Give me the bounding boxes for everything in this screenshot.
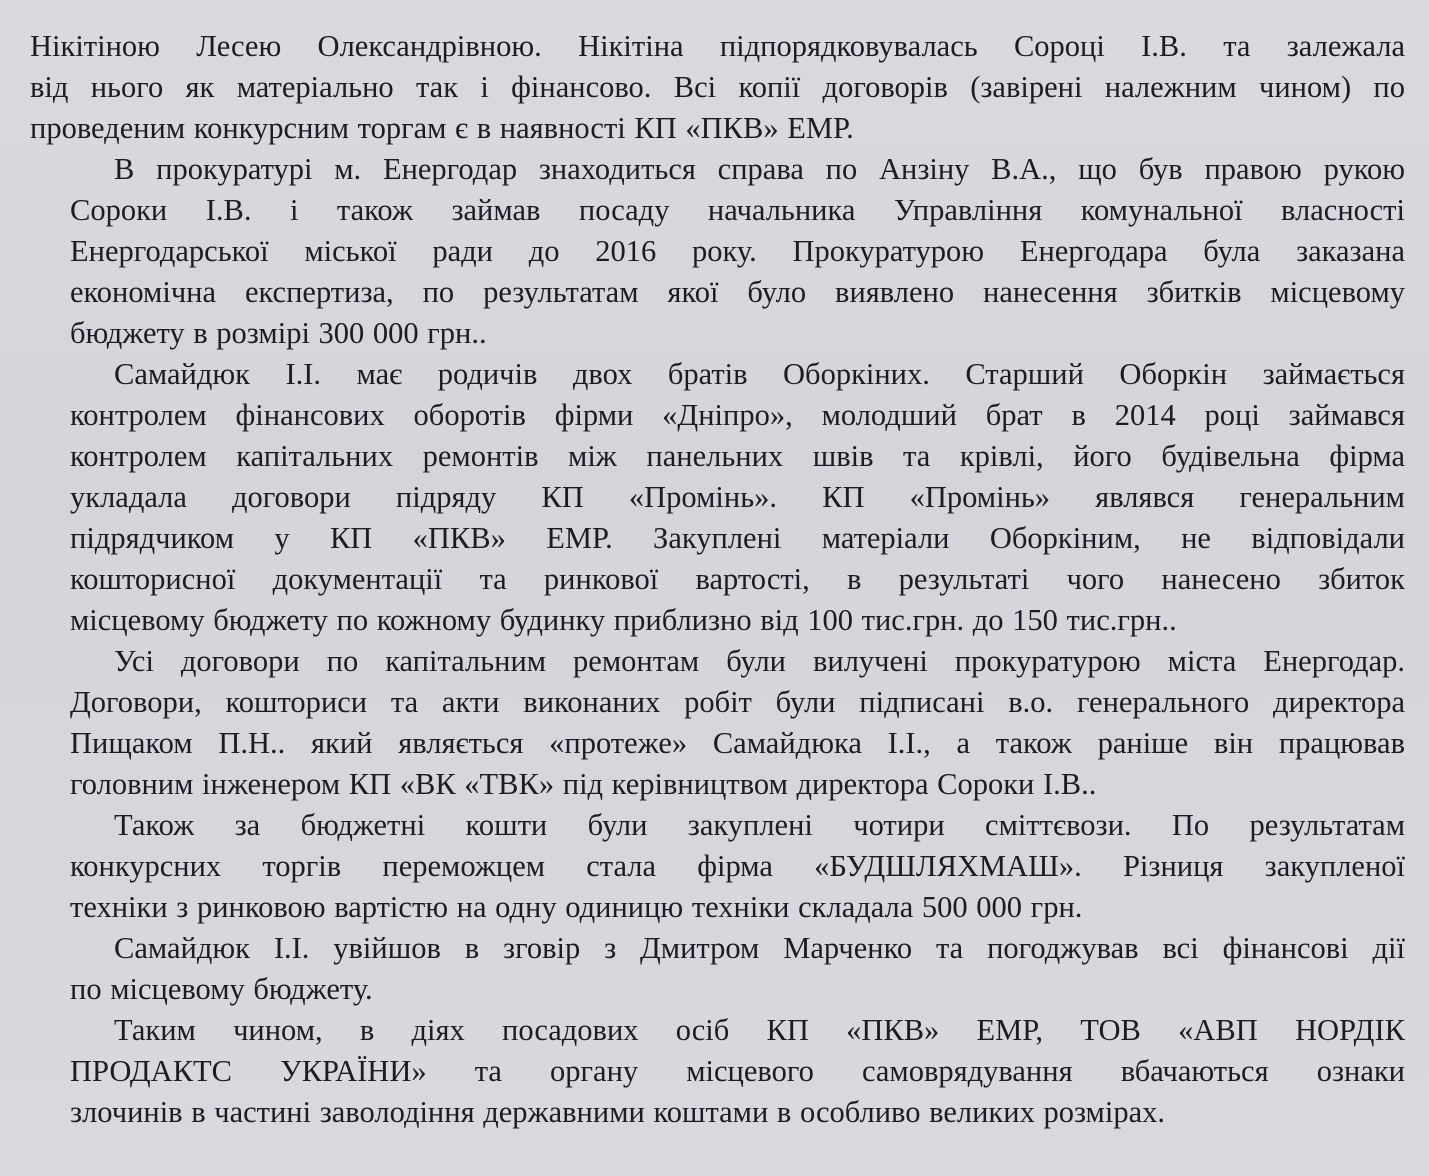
text-line: укладала договори підряду КП «Промінь». КП «Промінь» являвся генеральним	[70, 480, 1405, 514]
text-line: контролем капітальних ремонтів між панельних швів та крівлі, його будівельна фірма	[70, 439, 1405, 473]
text-line: головним інженером КП «ВК «ТВК» під керівництвом директора Сороки І.В..	[70, 767, 1097, 801]
text-line: техніки з ринковою вартістю на одну одиницю техніки складала 500 000 грн.	[70, 890, 1083, 924]
text-line: злочинів в частині заволодіння державними коштами в особливо великих розмірах.	[70, 1095, 1165, 1129]
text-line: Пищаком П.Н.. який являється «протеже» Самайдюка І.І., а також раніше він працював	[70, 726, 1405, 760]
paragraph	[30, 354, 1405, 641]
text-line: бюджету в розмірі 300 000 грн..	[70, 316, 487, 350]
text-line: Таким чином, в діях посадових осіб КП «ПКВ» ЕМР, ТОВ «АВП НОРДІК	[114, 1013, 1405, 1047]
text-line: ПРОДАКТС УКРАЇНИ» та органу місцевого самоврядування вбачаються ознаки	[70, 1054, 1405, 1088]
text-line: підрядчиком у КП «ПКВ» ЕМР. Закуплені матеріали Оборкіним, не відповідали	[70, 521, 1405, 555]
text-line: по місцевому бюджету.	[70, 972, 373, 1006]
text-line: кошторисної документації та ринкової вартості, в результаті чого нанесено збиток	[70, 562, 1405, 596]
paragraph	[30, 26, 1405, 149]
paragraph	[30, 149, 1405, 354]
text-line: контролем фінансових оборотів фірми «Дніпро», молодший брат в 2014 році займався	[70, 398, 1405, 432]
text-line: Також за бюджетні кошти були закуплені чотири сміттєвози. По результатам	[114, 808, 1405, 842]
text-line: Усі договори по капітальним ремонтам були вилучені прокуратурою міста Енергодар.	[114, 644, 1405, 678]
text-line: місцевому бюджету по кожному будинку приблизно від 100 тис.грн. до 150 тис.грн..	[70, 603, 1177, 637]
text-line: Самайдюк І.І. увійшов в зговір з Дмитром Марченко та погоджував всі фінансові дії	[114, 931, 1405, 965]
text-line: конкурсних торгів переможцем стала фірма «БУДШЛЯХМАШ». Різниця закупленої	[70, 849, 1405, 883]
text-line: економічна експертиза, по результатам якої було виявлено нанесення збитків місцевому	[70, 275, 1405, 309]
paragraph	[30, 641, 1405, 805]
text-line: В прокуратурі м. Енергодар знаходиться справа по Анзіну В.А., що був правою рукою	[114, 152, 1405, 186]
paragraph	[30, 1010, 1405, 1133]
text-line: від нього як матеріально так і фінансово. Всі копії договорів (завірені належним чином) по	[30, 70, 1405, 104]
text-line: Самайдюк І.І. має родичів двох братів Оборкіних. Старший Оборкін займається	[114, 357, 1405, 391]
text-line: проведеним конкурсним торгам є в наявності КП «ПКВ» ЕМР.	[30, 111, 854, 145]
paragraph	[30, 805, 1405, 928]
paragraph	[30, 928, 1405, 1010]
text-line: Нікітіною Лесею Олександрівною. Нікітіна підпорядковувалась Сороці І.В. та залежала	[30, 29, 1405, 63]
text-line: Енергодарської міської ради до 2016 року. Прокуратурою Енергодара була заказана	[70, 234, 1405, 268]
text-line: Договори, кошториси та акти виконаних робіт були підписані в.о. генерального директора	[70, 685, 1405, 719]
text-line: Сороки І.В. і також займав посаду начальника Управління комунальної власності	[70, 193, 1405, 227]
